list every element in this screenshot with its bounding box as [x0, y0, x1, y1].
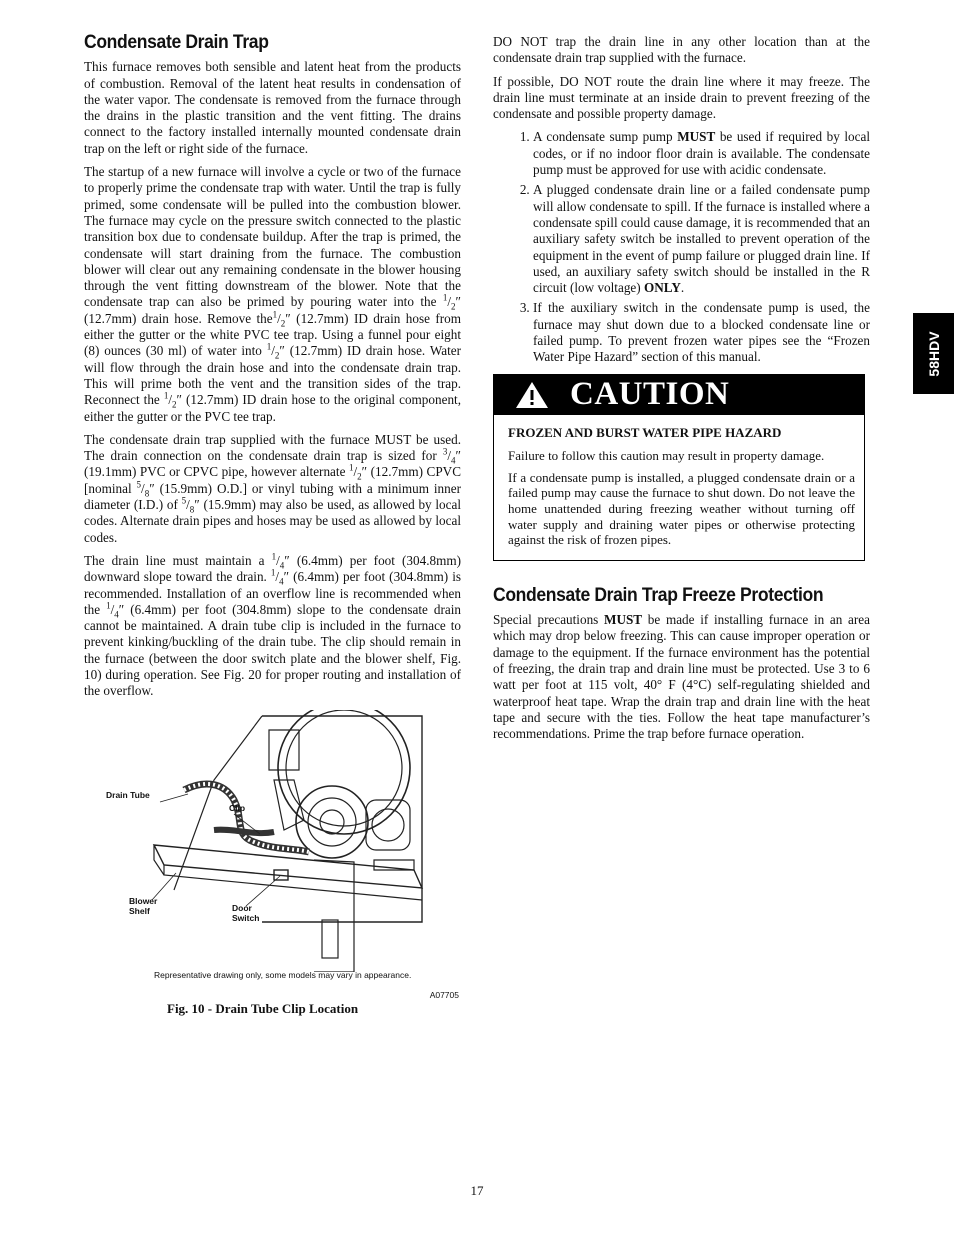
- fraction-five-eighth: $^5/_8$: [136, 479, 150, 499]
- caution-title: FROZEN AND BURST WATER PIPE HAZARD: [508, 424, 782, 440]
- left-column: [84, 31, 461, 1020]
- caution-line: Failure to follow this caution may result in property damage.: [508, 448, 825, 464]
- fraction-half: $^1/_2$: [348, 463, 362, 483]
- callout-door-switch: Door Switch: [232, 902, 260, 923]
- callout-clip: Clip: [229, 802, 246, 813]
- caution-header: [494, 375, 864, 415]
- page-number: 17: [470, 1183, 484, 1198]
- fraction-three-quarter: $^3/_4$: [442, 446, 456, 466]
- fraction-quarter: $^1/_4$: [271, 551, 285, 571]
- fraction-half: $^1/_2$: [442, 293, 456, 313]
- paragraph-freeze-protection: Special precautions MUST be made if installing furnace in an area which may drop below freezing. This can cause improper operation or damage to the equipment. If the furnace environment has the potential of freezing, the drain trap and drain line must be protected. Use 3 to 6 watt per foot at 115 volt, 40° F (4°C) self-regulating shielded and waterproof heat tape. Wrap the drain trap and drain line with the heat tape and secure with the ties. Follow the heat tape manufacturer’s recommendations. Prime the trap before furnace operation.: [493, 612, 870, 742]
- warning-triangle-icon: [514, 380, 550, 410]
- callout-drain-tube: Drain Tube: [106, 789, 150, 800]
- paragraph-do-not-trap: DO NOT trap the drain line in any other location than at the condensate drain trap supplied with the furnace.: [493, 34, 870, 66]
- caution-line: If a condensate pump is installed, a plugged condensate drain or a failed pump may cause the furnace to shut down. Do not leave the home unattended during freezing weather without turning off water supply and draining water pipes or otherwise protecting against the risk of frozen pipes.: [508, 469, 855, 548]
- paragraph-drain-slope: The drain line must maintain a $^1/_4''$ (6.4mm) per foot (304.8mm) downward slope toward the drain. $^1/_4''$ (6.4mm) per foot (304.8mm) is recommended. Installation of an overflow line is recommended when the $^1/_4''$ (6.4mm) per foot (304.8mm) slope to the condensate drain cannot be maintained. A drain tube clip is included in the furnace to prevent kinking/buckling of the drain tube. The clip should remain in the furnace (between the door switch plate and the blower shelf, Fig. 10) during operation. See Fig. 20 for proper routing and installation of the overflow.: [84, 551, 461, 699]
- fraction-quarter: $^1/_4$: [106, 600, 119, 620]
- fraction-quarter: $^1/_4$: [270, 567, 284, 587]
- paragraph-trap-supplied: The condensate drain trap supplied with the furnace MUST be used. The drain connection on the condensate drain trap is sized for $^3/_4''$ (19.1mm) PVC or CPVC pipe, however alternate $^1/_2''$ (12.7mm) CPVC [nominal $^5/_8''$ (15.9mm) O.D.] or vinyl tubing with a minimum inner diameter (I.D.) of $^5/_8''$ (15.9mm) may also be used, as allowed by local codes. Alternate drain pipes and hoses may be used as allowed by local codes.: [84, 431, 461, 545]
- caution-box: [493, 374, 865, 561]
- figure-caption: Fig. 10 - Drain Tube Clip Location: [167, 1000, 359, 1016]
- section-heading-freeze-protection: Condensate Drain Trap Freeze Protection: [493, 583, 824, 606]
- figure-code: A07705: [429, 989, 459, 1000]
- list-item: 3. If the auxiliary switch in the condensate pump is used, the furnace may shut down due to a blocked condensate line or failed pump. To prevent frozen water pipes see the “Frozen Water Pipe Hazard” section of this manual.: [533, 300, 870, 365]
- numbered-list: [493, 129, 870, 365]
- fraction-five-eighth: $^5/_8$: [181, 495, 195, 515]
- paragraph-startup: The startup of a new furnace will involve a cycle or two of the furnace to properly prime the condensate trap with water. Until the trap is fully primed, some condensate will be pulled into the combustion blower. The furnace may cycle on the pressure switch connected to the plastic transition box due to condensate buildup. After the trap is primed, the condensate will start draining from the furnace. The combustion blower will clear out any remaining condensate in the blower housing through the vent fitting downstream of the blower. Note that the condensate trap can also be primed by pouring water into the $^1/_2''$ (12.7mm) drain hose. Remove $the^1/_2''$ (12.7mm) ID drain hose from either the gutter or the white PVC tee trap. Using a funnel pour eight (8) ounces (30 ml) of water into $^1/_2''$ (12.7mm) ID drain hose. Water will flow through the drain hose and into the condensate drain trap. This will prime both the vent and the transition sides of the trap. Reconnect the $^1/_2''$ (12.7mm) ID drain hose to the original component, either the gutter or the PVC tee trap.: [84, 164, 461, 424]
- side-tab: [913, 313, 954, 394]
- list-item: 2. A plugged condensate drain line or a failed condensate pump will allow condensate to spill. If the furnace is installed where a condensate spill could cause damage, it is recommended that an auxiliary safety switch be installed to prevent operation of the equipment in the event of pump failure or plugged drain line. If used, an auxiliary safety switch should be installed in the R circuit (low voltage) ONLY.: [533, 182, 870, 296]
- furnace-drawing: [84, 710, 461, 972]
- figure-note: Representative drawing only, some models may vary in appearance.: [154, 969, 412, 980]
- fraction-half: $^1/_2$: [266, 341, 280, 361]
- callout-blower-shelf: Blower Shelf: [129, 895, 158, 916]
- fraction-half: $^1/_2$: [272, 309, 286, 329]
- caution-body: [494, 415, 864, 560]
- figure-drain-tube-clip: [84, 710, 461, 1020]
- fraction-half: $^1/_2$: [163, 390, 177, 410]
- list-item: 1. A condensate sump pump MUST be used if required by local codes, or if no indoor floor drain is available. The condensate pump must be approved for use with acidic condensate.: [533, 129, 870, 178]
- model-label: 58HDV: [925, 330, 942, 377]
- paragraph-intro: This furnace removes both sensible and latent heat from the products of combustion. Removal of the latent heat results in condensation of the water vapor. The condensate is removed from the furnace through the drains in the plastic transition and the vent fitting. The drains connect to the factory installed internally mounted condensate drain trap on the left or right side of the furnace.: [84, 59, 461, 156]
- caution-label: CAUTION: [570, 376, 730, 413]
- section-heading-condensate-drain-trap: Condensate Drain Trap: [84, 31, 269, 53]
- paragraph-freeze-route: If possible, DO NOT route the drain line where it may freeze. The drain line must terminate at an inside drain to prevent freezing of the condensate and possible property damage.: [493, 73, 870, 122]
- right-column: [493, 34, 870, 749]
